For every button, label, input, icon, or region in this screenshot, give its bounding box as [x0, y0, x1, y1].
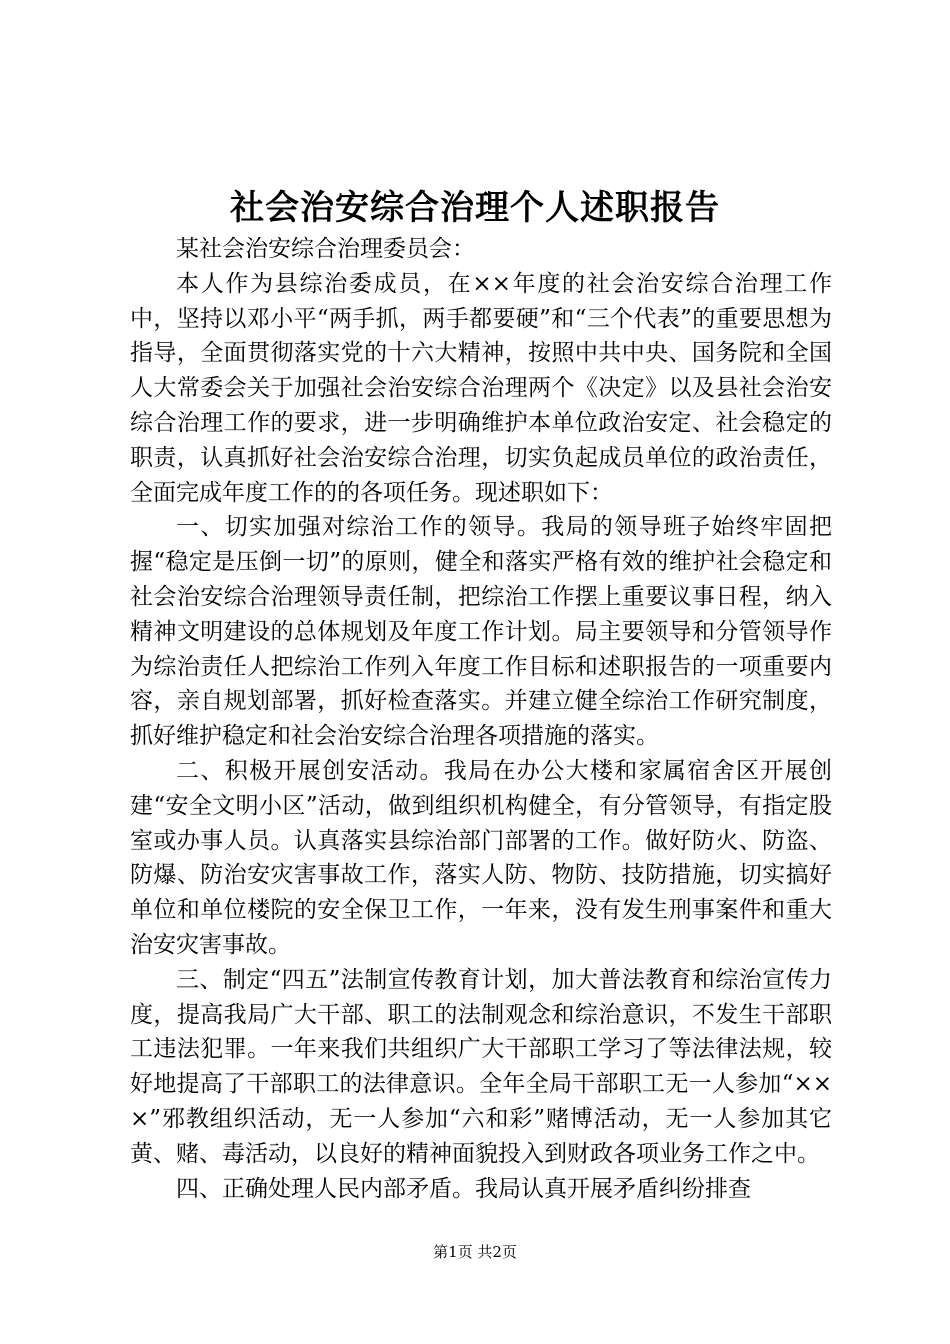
paragraph-section-1: 一、切实加强对综治工作的领导。我局的领导班子始终牢固把握“稳定是压倒一切”的原则，健全和落实严格有效的维护社会稳定和社会治安综合治理领导责任制，把综治工作摆上重要议事日程，纳入精神文明建设的总体规划及年度工作计划。局主要领导和分管领导作为综治责任人把综治工作列入年度工作目标和述职报告的一项重要内容，亲自规划部署，抓好检查落实。并建立健全综治工作研究制度，抓好维护稳定和社会治安综合治理各项措施的落实。	[130, 514, 832, 750]
salutation: 某社会治安综合治理委员会：	[176, 236, 475, 262]
paragraph-section-2: 二、积极开展创安活动。我局在办公大楼和家属宿舍区开展创建“安全文明小区”活动，做到组织机构健全，有分管领导，有指定股室或办事人员。认真落实县综治部门部署的工作。做好防火、防盗、防爆、防治安灾害事故工作，落实人防、物防、技防措施，切实搞好单位和单位楼院的安全保卫工作，一年来，没有发生刑事案件和重大治安灾害事故。	[130, 757, 832, 958]
paragraph-intro: 本人作为县综治委成员，在××年度的社会治安综合治理工作中，坚持以邓小平“两手抓，两手都要硬”和“三个代表”的重要思想为指导，全面贯彻落实党的十六大精神，按照中共中央、国务院和全国人大常委会关于加强社会治安综合治理两个《决定》以及县社会治安综合治理工作的要求，进一步明确维护本单位政治安定、社会稳定的职责，认真抓好社会治安综合治理，切实负起成员单位的政治责任，全面完成年度工作的的各项任务。现述职如下：	[130, 270, 832, 506]
paragraph-section-3: 三、制定“四五”法制宣传教育计划，加大普法教育和综治宣传力度，提高我局广大干部、职工的法制观念和综治意识，不发生干部职工违法犯罪。一年来我们共组织广大干部职工学习了等法律法规，较好地提高了干部职工的法律意识。全年全局干部职工无一人参加“×××”邪教组织活动，无一人参加“六和彩”赌博活动，无一人参加其它黄、赌、毒活动，以良好的精神面貌投入到财政各项业务工作之中。	[130, 966, 832, 1167]
page-number-footer: 第1页 共2页	[433, 1243, 517, 1261]
document-body	[130, 232, 832, 1206]
paragraph-section-4: 四、正确处理人民内部矛盾。我局认真开展矛盾纠纷排查	[176, 1175, 751, 1202]
document-title: 社会治安综合治理个人述职报告	[230, 188, 720, 228]
